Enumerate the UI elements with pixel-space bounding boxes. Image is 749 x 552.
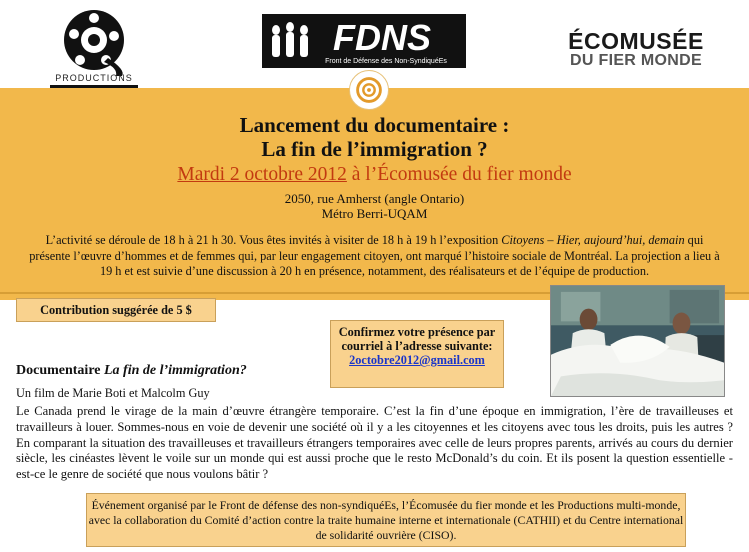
event-title-line2: La fin de l’immigration ? bbox=[261, 137, 488, 161]
activity-text-part2: qui présente l’œuvre d’hommes et de femmes qui, par leur engagement citoyen, ont marqué l’histoire sociale de Montréal. La projection a lieu à 19 h et est suivie d’une discussion à 20 h en présence, notamment, des réalisateurs et de l’équipe de production. bbox=[29, 233, 720, 279]
rsvp-text: Confirmez votre présence par courriel à l’adresse suivante: bbox=[338, 325, 496, 353]
event-date: Mardi 2 octobre 2012 bbox=[177, 164, 347, 185]
exhibition-title: Citoyens – Hier, aujourd’hui, demain bbox=[501, 233, 685, 247]
fdns-logo-name: FDNS bbox=[333, 17, 431, 58]
documentary-heading-prefix: Documentaire bbox=[16, 363, 104, 378]
event-venue: à l’Écomusée du fier monde bbox=[346, 164, 572, 185]
rsvp-email-link[interactable]: 2octobre2012@gmail.com bbox=[349, 353, 485, 367]
documentary-heading bbox=[16, 363, 247, 379]
event-metro: Métro Berri-UQAM bbox=[321, 206, 428, 221]
event-address: 2050, rue Amherst (angle Ontario) bbox=[284, 191, 465, 206]
event-title-line1: Lancement du documentaire : bbox=[239, 113, 510, 137]
ecomusee-logo bbox=[556, 30, 716, 70]
documentary-description: Le Canada prend le virage de la main d’œuvre étrangère temporaire. C’est la fin d’une époque en immigration, l’ère de travailleuses et travailleurs à louer. Sommes-nous en voie de devenir une société où il y a les citoyennes et les citoyens avec tous les droits, puis les autres ? En comparant la situation des travailleuses et travailleurs étrangers temporaires avec celle de leurs propres parents, arrivés au cours du dernier siècle, les cinéastes lèvent le voile sur un monde qui est aussi proche que le resto McDonald’s du coin. Et ils posent la question essentielle - est-ce le genre de société que nous voulons bâtir ? bbox=[16, 404, 733, 482]
fdns-logo-tagline: Front de Défense des Non-SyndiquéEs bbox=[325, 58, 447, 65]
multimonde-logo-line1: PRODUCTIONS bbox=[55, 73, 133, 83]
fdns-logo bbox=[262, 14, 466, 68]
documentary-credits: Un film de Marie Boti et Malcolm Guy bbox=[16, 386, 210, 400]
documentary-photo bbox=[550, 285, 725, 397]
ecomusee-logo-line2: DU FIER MONDE bbox=[570, 52, 702, 69]
activity-text-part1: L’activité se déroule de 18 h à 21 h 30. Vous êtes invités à visiter de 18 h à 19 h l’exposition bbox=[45, 233, 502, 247]
contribution-box: Contribution suggérée de 5 $ bbox=[16, 298, 216, 322]
documentary-title: La fin de l’immigration? bbox=[104, 363, 247, 378]
activity-description bbox=[26, 233, 723, 280]
organizers-box: Événement organisé par le Front de défense des non-syndiquéEs, l’Écomusée du fier monde et les Productions multi-monde, avec la collaboration du Comité d’action contre la traite humaine interne et internationale (CATHII) et du Centre international de solidarité ouvrière (CISO). bbox=[86, 493, 686, 547]
ecomusee-logo-line1: ÉCOMUSÉE bbox=[568, 28, 704, 54]
event-date-line bbox=[0, 164, 749, 186]
rsvp-box bbox=[330, 320, 504, 388]
film-reel-icon bbox=[349, 70, 389, 110]
